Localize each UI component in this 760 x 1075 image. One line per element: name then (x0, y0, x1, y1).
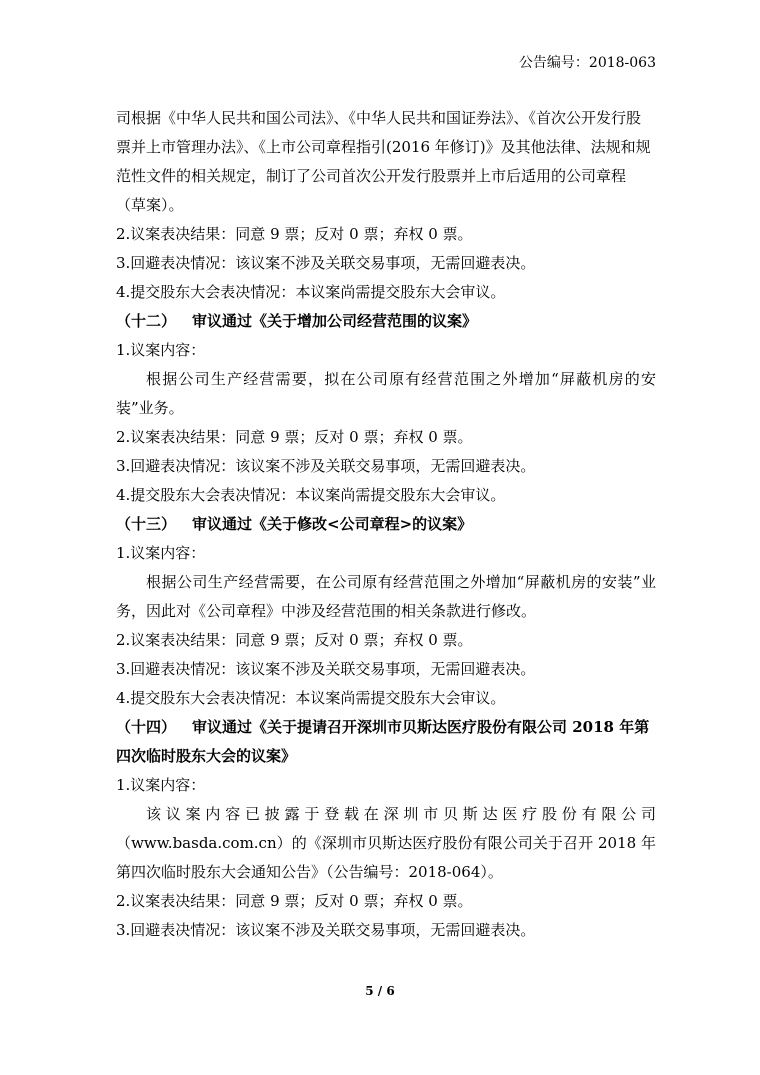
recusal-status: 3.回避表决情况：该议案不涉及关联交易事项，无需回避表决。 (116, 921, 536, 939)
vote-result: 2.议案表决结果：同意 9 票；反对 0 票；弃权 0 票。 (116, 892, 473, 910)
page-number: 5 / 6 (365, 984, 395, 998)
intro-line: 司根据《中华人民共和国公司法》、《中华人民共和国证券法》、《首次公开发行股 (116, 109, 642, 127)
recusal-status: 3.回避表决情况：该议案不涉及关联交易事项，无需回避表决。 (116, 660, 536, 678)
section-title: 审议通过《关于修改<公司章程>的议案》 (192, 515, 473, 533)
content-label: 1.议案内容： (116, 776, 206, 794)
vote-result: 2.议案表决结果：同意 9 票；反对 0 票；弃权 0 票。 (116, 428, 473, 446)
recusal-status: 3.回避表决情况：该议案不涉及关联交易事项，无需回避表决。 (116, 457, 536, 475)
section-title: 审议通过《关于增加公司经营范围的议案》 (192, 312, 478, 330)
section-12-heading (116, 307, 656, 336)
content-label: 1.议案内容： (116, 341, 206, 359)
section-number: （十四） (116, 718, 177, 736)
section-14-heading-cont: 四次临时股东大会的议案》 (116, 747, 297, 765)
section-title: 审议通过《关于提请召开深圳市贝斯达医疗股份有限公司 2018 年第 (192, 718, 650, 736)
intro-line: （草案）。 (116, 196, 184, 214)
section-14-heading (116, 713, 656, 742)
document-body (116, 104, 656, 945)
section-number: （十二） (116, 312, 177, 330)
proposal-content: 根据公司生产经营需要，在公司原有经营范围之外增加“屏蔽机房的安装”业务，因此对《公司章程》中涉及经营范围的相关条款进行修改。 (116, 573, 656, 620)
section-number: （十三） (116, 515, 177, 533)
vote-result: 2.议案表决结果：同意 9 票；反对 0 票；弃权 0 票。 (116, 225, 473, 243)
submission-status: 4.提交股东大会表决情况：本议案尚需提交股东大会审议。 (116, 486, 506, 504)
recusal-status: 3.回避表决情况：该议案不涉及关联交易事项，无需回避表决。 (116, 254, 536, 272)
intro-line: 票并上市管理办法》、《上市公司章程指引(2016 年修订)》及其他法律、法规和规 (116, 138, 651, 156)
submission-status: 4.提交股东大会表决情况：本议案尚需提交股东大会审议。 (116, 689, 506, 707)
proposal-content: 该议案内容已披露于登载在深圳市贝斯达医疗股份有限公司（www.basda.com.cn）的《深圳市贝斯达医疗股份有限公司关于召开 2018 年第四次临时股东大会通知公告》（公告编号：2018-064）。 (116, 805, 656, 881)
vote-result: 2.议案表决结果：同意 9 票；反对 0 票；弃权 0 票。 (116, 631, 473, 649)
section-13-heading (116, 510, 656, 539)
proposal-content: 根据公司生产经营需要，拟在公司原有经营范围之外增加“屏蔽机房的安装”业务。 (116, 370, 656, 417)
content-label: 1.议案内容： (116, 544, 206, 562)
submission-status: 4.提交股东大会表决情况：本议案尚需提交股东大会审议。 (116, 283, 506, 301)
intro-line: 范性文件的相关规定，制订了公司首次公开发行股票并上市后适用的公司章程 (116, 167, 627, 185)
announcement-number: 公告编号：2018-063 (518, 55, 656, 71)
